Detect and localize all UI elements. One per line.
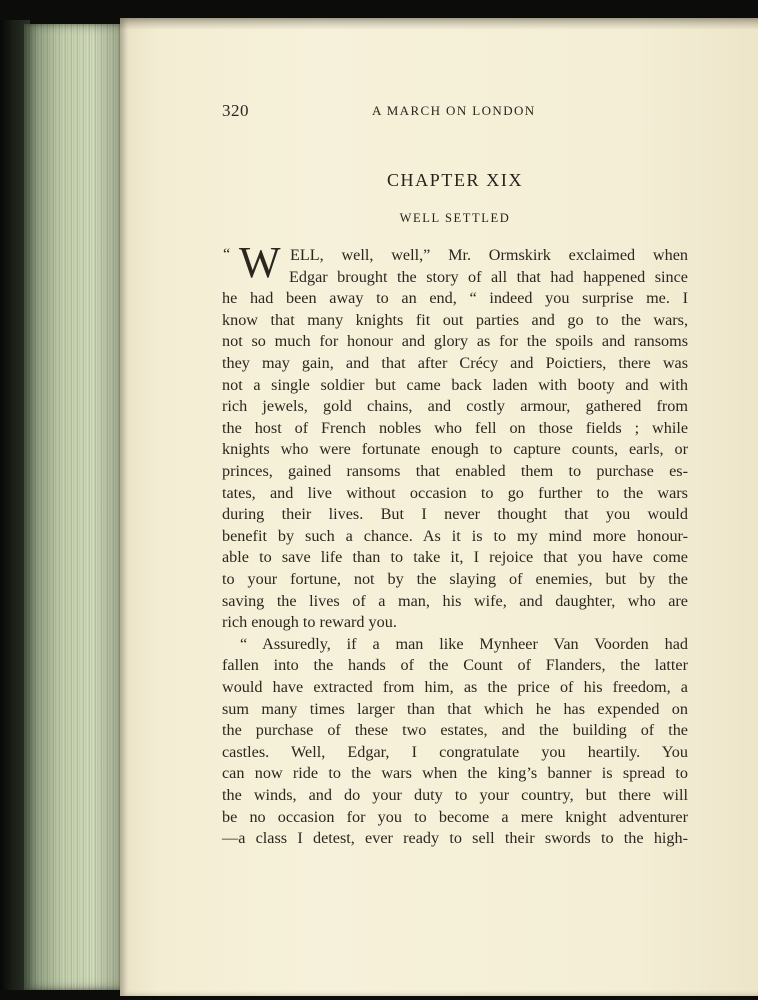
text-line: knights who were fortunate enough to capture counts, earls, or xyxy=(222,440,688,459)
text-line: ELL, well, well,” Mr. Ormskirk exclaimed when xyxy=(290,246,688,264)
text-line: he had been away to an end, “ indeed you surprise me. I xyxy=(222,289,688,308)
text-line: saving the lives of a man, his wife, and daughter, who are xyxy=(222,591,688,610)
text-line: the winds, and do your duty to your country, but there will xyxy=(222,786,688,804)
text-line: the purchase of these two estates, and the building of the xyxy=(222,721,688,740)
text-line: during their lives. But I never thought that you would xyxy=(222,505,688,524)
text-line: rich enough to reward you. xyxy=(222,613,397,632)
text-line: benefit by such a chance. As it is to my mind more honour- xyxy=(222,526,688,545)
drop-cap-letter: W xyxy=(239,238,281,287)
text-line: fallen into the hands of the Count of Flanders, the latter xyxy=(222,656,688,675)
text-line: would have extracted from him, as the price of his freedom, a xyxy=(222,678,688,696)
page-number: 320 xyxy=(222,101,249,120)
text-line: they may gain, and that after Crécy and Poictiers, there was xyxy=(222,354,688,372)
text-line: princes, gained ransoms that enabled them to purchase es- xyxy=(222,462,688,480)
text-line: the host of French nobles who fell on those fields ; while xyxy=(222,418,688,437)
text-line: not a single soldier but came back laden with booty and with xyxy=(222,375,688,394)
text-line: sum many times larger than that which he has expended on xyxy=(222,699,688,718)
page-edges-shadow xyxy=(24,24,122,990)
text-line: castles. Well, Edgar, I congratulate you heartily. You xyxy=(222,742,688,761)
text-line: able to save life than to take it, I rejoice that you have come xyxy=(222,548,688,567)
text-line: to your fortune, not by the slaying of enemies, but by the xyxy=(222,570,688,588)
page-top-shadow xyxy=(120,18,758,30)
text-line: rich jewels, gold chains, and costly armour, gathered from xyxy=(222,397,688,416)
text-line: can now ride to the wars when the king’s banner is spread to xyxy=(222,764,688,783)
text-line: Edgar brought the story of all that had happened since xyxy=(289,267,688,286)
drop-cap-open-quote: “ xyxy=(223,245,231,263)
text-line: know that many knights fit out parties and go to the wars, xyxy=(222,310,688,329)
text-line: not so much for honour and glory as for the spoils and ransoms xyxy=(222,332,688,351)
text-line: tates, and live without occasion to go further to the wars xyxy=(222,483,688,502)
chapter-title: CHAPTER XIX xyxy=(386,170,524,190)
text-line: be no occasion for you to become a mere knight adventurer xyxy=(222,807,688,826)
running-head xyxy=(222,101,692,121)
chapter-subtitle: WELL SETTLED xyxy=(399,211,511,225)
text-line: —a class I detest, ever ready to sell their swords to the high- xyxy=(222,829,688,848)
running-title: A MARCH ON LONDON xyxy=(372,103,536,118)
text-line: “ Assuredly, if a man like Mynheer Van Voorden had xyxy=(240,634,688,653)
